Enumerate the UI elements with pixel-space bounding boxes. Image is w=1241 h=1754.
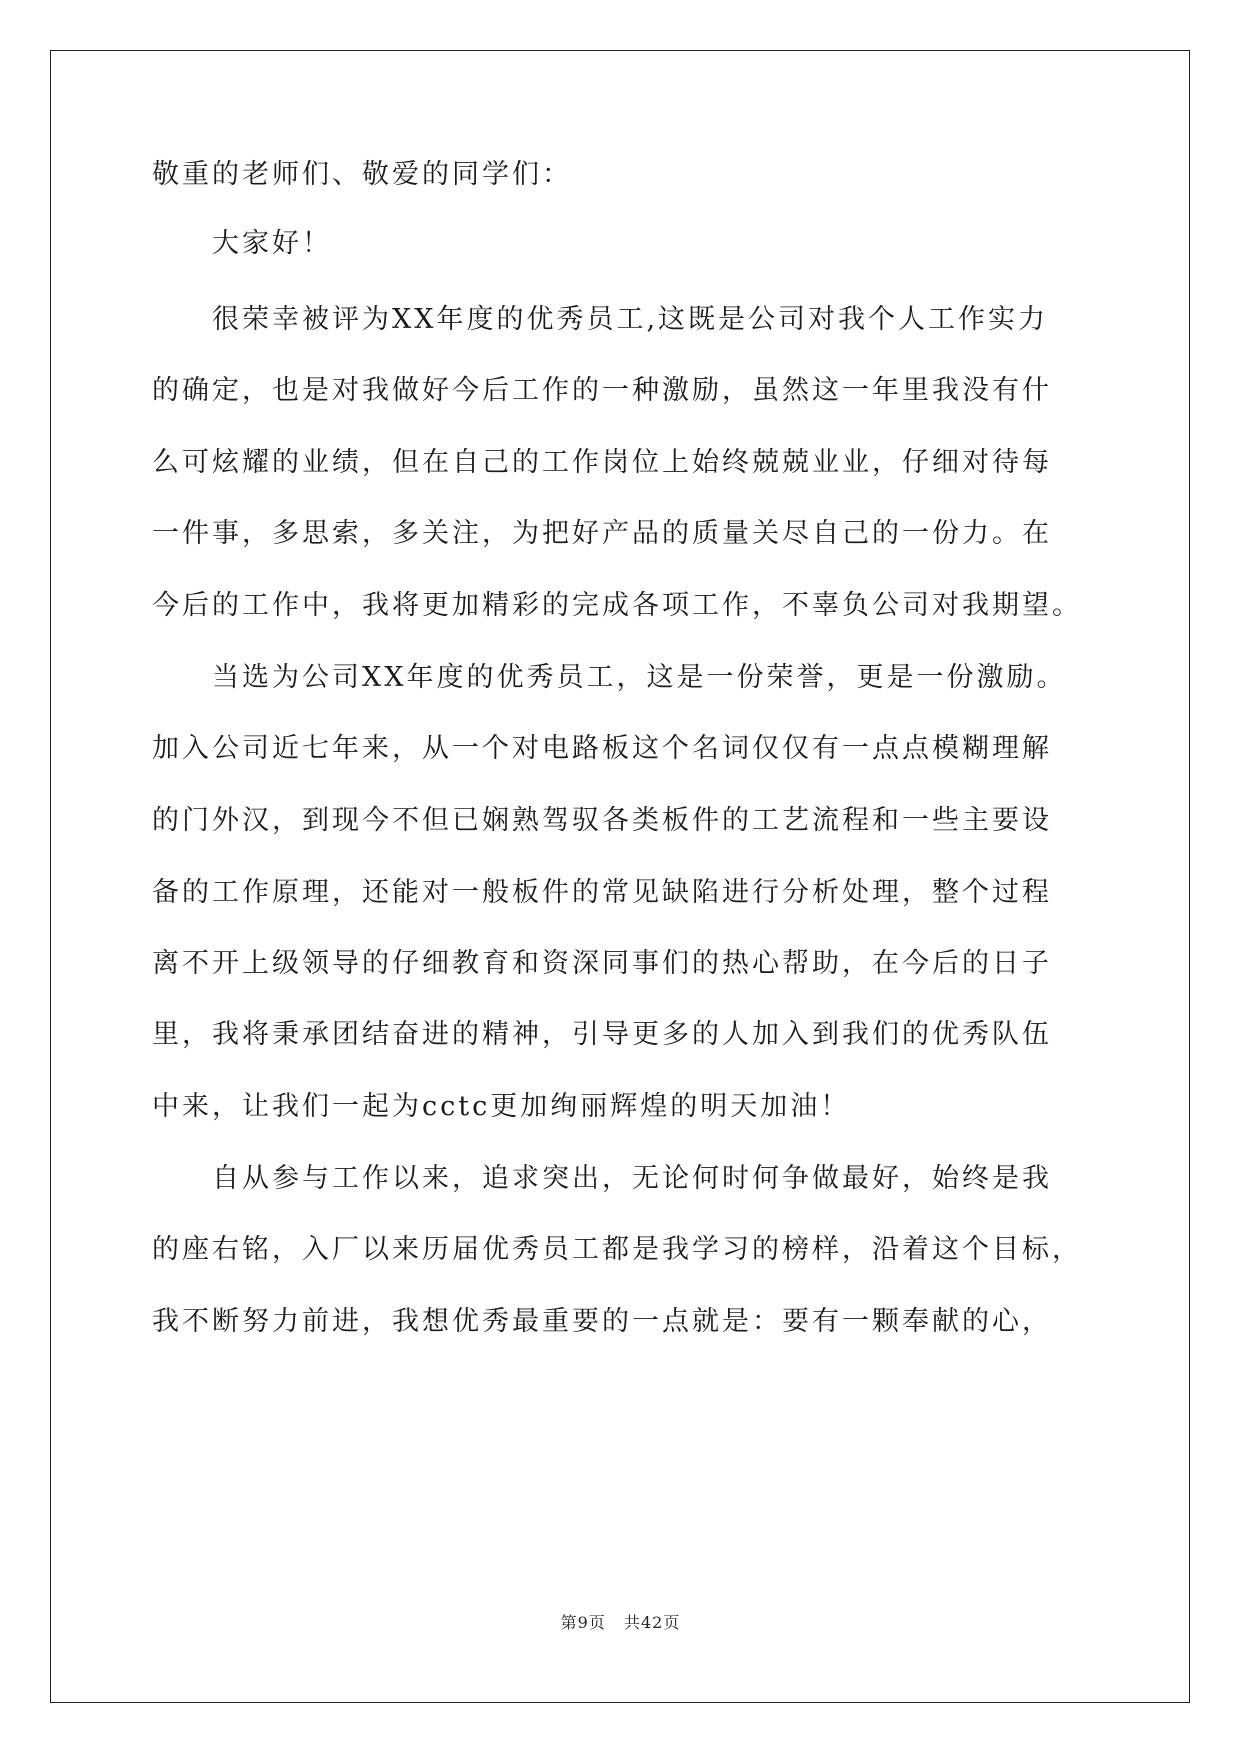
paragraph-1-line-2: 的确定，也是对我做好今后工作的一种激励，虽然这一年里我没有什 <box>152 375 1052 406</box>
paragraph-3-line-1: 自从参与工作以来，追求突出，无论何时何争做最好，始终是我 <box>212 1163 1052 1194</box>
page-footer <box>0 1610 1241 1633</box>
paragraph-1-line-3: 么可炫耀的业绩，但在自己的工作岗位上始终兢兢业业，仔细对待每 <box>152 447 1052 478</box>
paragraph-2-line-1: 当选为公司XX年度的优秀员工，这是一份荣誉，更是一份激励。 <box>212 662 1067 693</box>
paragraph-1-line-4: 一件事，多思索，多关注，为把好产品的质量关尽自己的一份力。在 <box>152 518 1052 549</box>
paragraph-2-line-7: 中来，让我们一起为cctc更加绚丽辉煌的明天加油！ <box>152 1091 851 1122</box>
paragraph-2-line-4: 备的工作原理，还能对一般板件的常见缺陷进行分析处理，整个过程 <box>152 877 1052 908</box>
paragraph-2-line-3: 的门外汉，到现今不但已娴熟驾驭各类板件的工艺流程和一些主要设 <box>152 805 1052 836</box>
paragraph-1-line-1: 很荣幸被评为XX年度的优秀员工,这既是公司对我个人工作实力 <box>212 304 1049 335</box>
paragraph-3-line-3: 我不断努力前进，我想优秀最重要的一点就是：要有一颗奉献的心， <box>152 1306 1052 1337</box>
paragraph-2-line-5: 离不开上级领导的仔细教育和资深同事们的热心帮助，在今后的日子 <box>152 948 1052 979</box>
paragraph-2-line-2: 加入公司近七年来，从一个对电路板这个名词仅仅有一点点模糊理解 <box>152 733 1052 764</box>
paragraph-1-line-5: 今后的工作中，我将更加精彩的完成各项工作，不辜负公司对我期望。 <box>152 590 1082 621</box>
salutation-line: 敬重的老师们、敬爱的同学们： <box>152 159 572 190</box>
page-total: 共42页 <box>623 1613 681 1632</box>
paragraph-3-line-2: 的座右铭，入厂以来历届优秀员工都是我学习的榜样，沿着这个目标， <box>152 1234 1082 1265</box>
greeting-line: 大家好！ <box>212 228 332 259</box>
paragraph-2-line-6: 里，我将秉承团结奋进的精神，引导更多的人加入到我们的优秀队伍 <box>152 1019 1052 1050</box>
page-number: 第9页 <box>560 1613 606 1632</box>
